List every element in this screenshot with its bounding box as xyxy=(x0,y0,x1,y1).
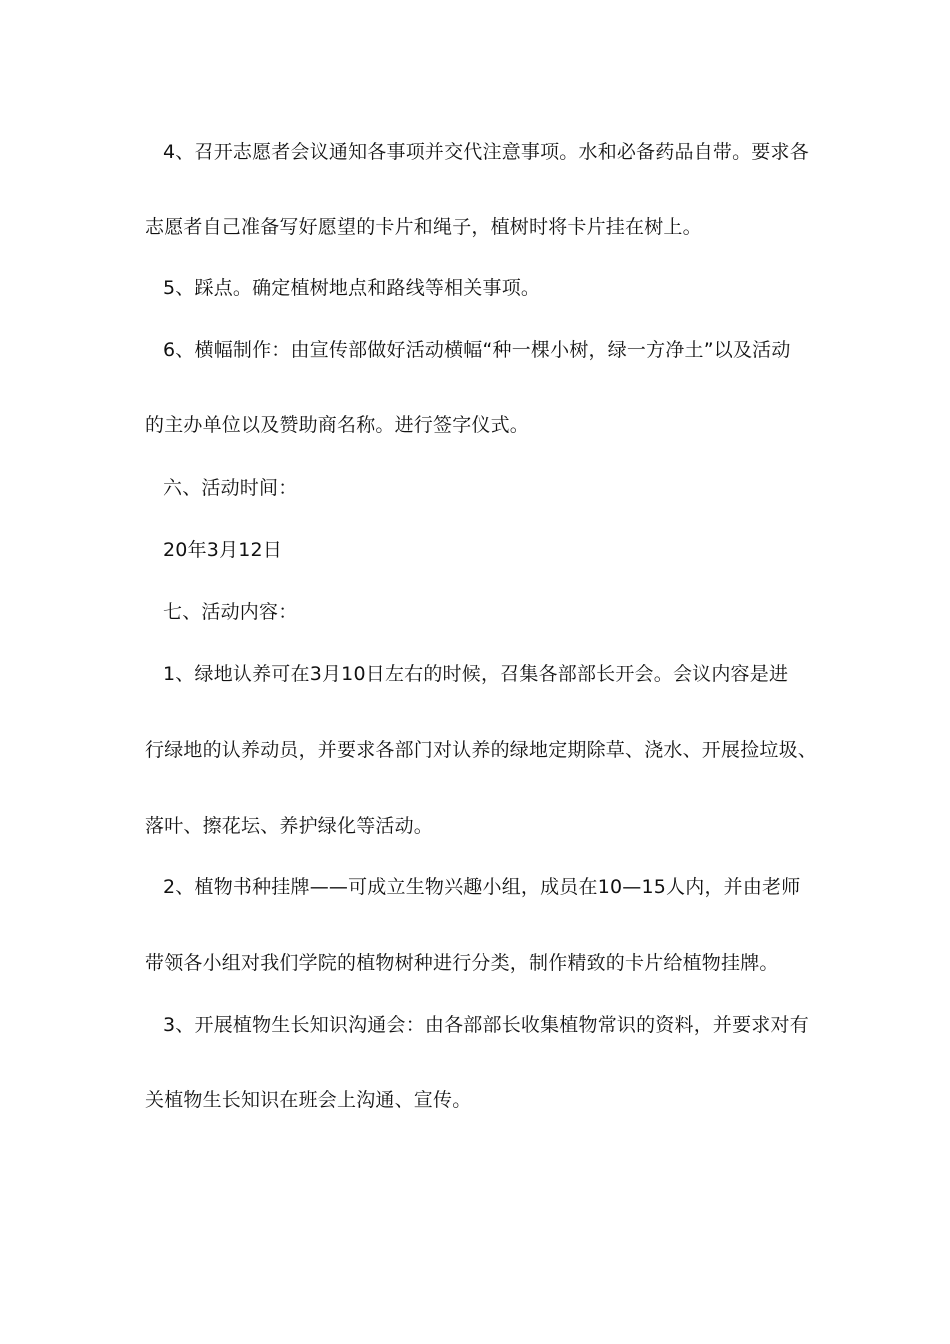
section-heading: 六、活动时间： xyxy=(163,477,298,499)
paragraph-line: 2、植物书种挂牌——可成立生物兴趣小组，成员在10—15人内，并由老师 xyxy=(163,876,801,898)
paragraph-line: 20年3月12日 xyxy=(163,539,283,561)
paragraph-line: 行绿地的认养动员，并要求各部门对认养的绿地定期除草、浇水、开展捡垃圾、 xyxy=(145,739,818,761)
paragraph-line: 1、绿地认养可在3月10日左右的时候，召集各部部长开会。会议内容是进 xyxy=(163,663,789,685)
paragraph-line: 4、召开志愿者会议通知各事项并交代注意事项。水和必备药品自带。要求各 xyxy=(163,141,809,163)
paragraph-line: 5、踩点。确定植树地点和路线等相关事项。 xyxy=(163,277,541,299)
paragraph-line: 带领各小组对我们学院的植物树种进行分类，制作精致的卡片给植物挂牌。 xyxy=(145,952,779,974)
paragraph-line: 的主办单位以及赞助商名称。进行签字仪式。 xyxy=(145,414,530,436)
paragraph-line: 落叶、擦花坛、养护绿化等活动。 xyxy=(145,815,434,837)
paragraph-line: 3、开展植物生长知识沟通会：由各部部长收集植物常识的资料，并要求对有 xyxy=(163,1014,809,1036)
paragraph-line: 关植物生长知识在班会上沟通、宣传。 xyxy=(145,1089,472,1111)
paragraph-line: 志愿者自己准备写好愿望的卡片和绳子，植树时将卡片挂在树上。 xyxy=(145,216,702,238)
section-heading: 七、活动内容： xyxy=(163,601,298,623)
paragraph-line: 6、横幅制作：由宣传部做好活动横幅“种一棵小树，绿一方净土”以及活动 xyxy=(163,339,791,361)
